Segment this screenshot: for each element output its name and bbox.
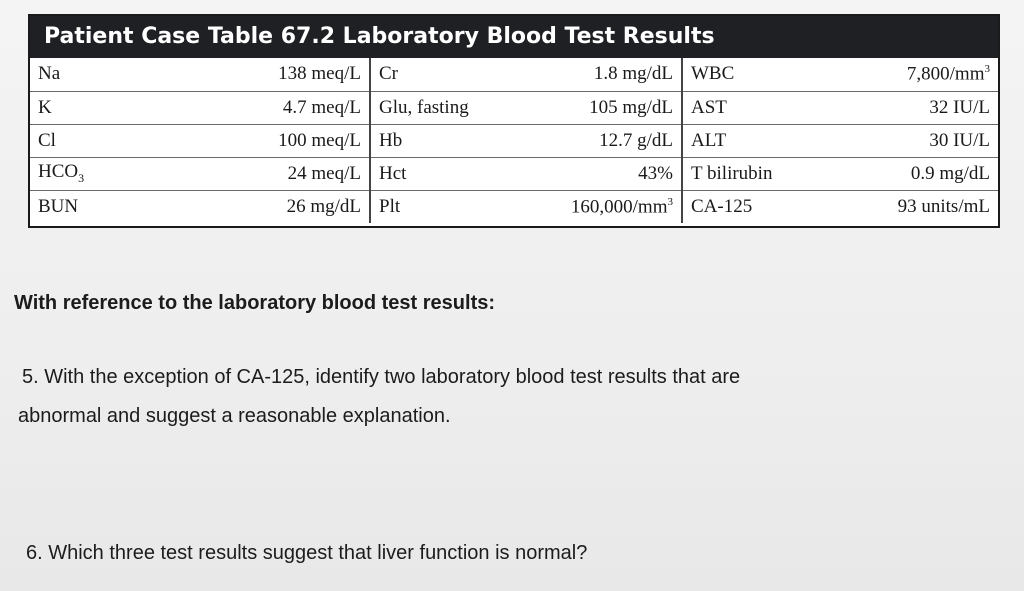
test-name: Hct <box>370 157 550 190</box>
test-value: 32 IU/L <box>842 91 998 124</box>
table-row <box>30 157 998 190</box>
test-value: 138 meq/L <box>230 58 370 91</box>
table-row <box>30 124 998 157</box>
section-heading: With reference to the laboratory blood test results: <box>14 292 496 314</box>
question-5-line-2: abnormal and suggest a reasonable explanation. <box>18 405 451 427</box>
test-value: 105 mg/dL <box>550 91 682 124</box>
test-name: Cr <box>370 58 550 91</box>
test-name: AST <box>682 91 842 124</box>
test-name: T bilirubin <box>682 157 842 190</box>
test-name: $HCO_3$ <box>30 157 230 190</box>
test-name: Hb <box>370 124 550 157</box>
test-name: Na <box>30 58 230 91</box>
table-row <box>30 91 998 124</box>
test-value: $7,800/mm^3$ <box>842 58 998 91</box>
test-name: Glu, fasting <box>370 91 550 124</box>
test-value: 30 IU/L <box>842 124 998 157</box>
table-row <box>30 58 998 91</box>
test-value: 12.7 g/dL <box>550 124 682 157</box>
test-value: 93 units/mL <box>897 195 990 217</box>
test-name: CA-125 <box>691 195 753 217</box>
test-value: 4.7 meq/L <box>230 91 370 124</box>
test-name: Plt <box>379 195 401 217</box>
test-name: ALT <box>682 124 842 157</box>
question-6: 6. Which three test results suggest that liver function is normal? <box>26 542 588 564</box>
lab-table-grid <box>30 58 998 223</box>
question-5-line-1: 5. With the exception of CA-125, identify two laboratory blood test results that are <box>22 366 741 388</box>
lab-results-table <box>28 14 1000 228</box>
test-value: 100 meq/L <box>230 124 370 157</box>
test-name: Cl <box>30 124 230 157</box>
test-value: $160,000/mm^3$ <box>550 190 682 223</box>
test-name: BUN <box>38 195 79 217</box>
test-value: 43% <box>550 157 682 190</box>
test-name: K <box>30 91 230 124</box>
test-value: 24 meq/L <box>230 157 370 190</box>
test-value: 0.9 mg/dL <box>842 157 998 190</box>
table-title: Patient Case Table 67.2 Laboratory Blood Test Results <box>30 16 998 58</box>
test-name: WBC <box>682 58 842 91</box>
table-row <box>30 190 998 223</box>
test-value: 26 mg/dL <box>230 190 370 223</box>
test-value: 1.8 mg/dL <box>550 58 682 91</box>
lab-table-body <box>30 58 998 223</box>
